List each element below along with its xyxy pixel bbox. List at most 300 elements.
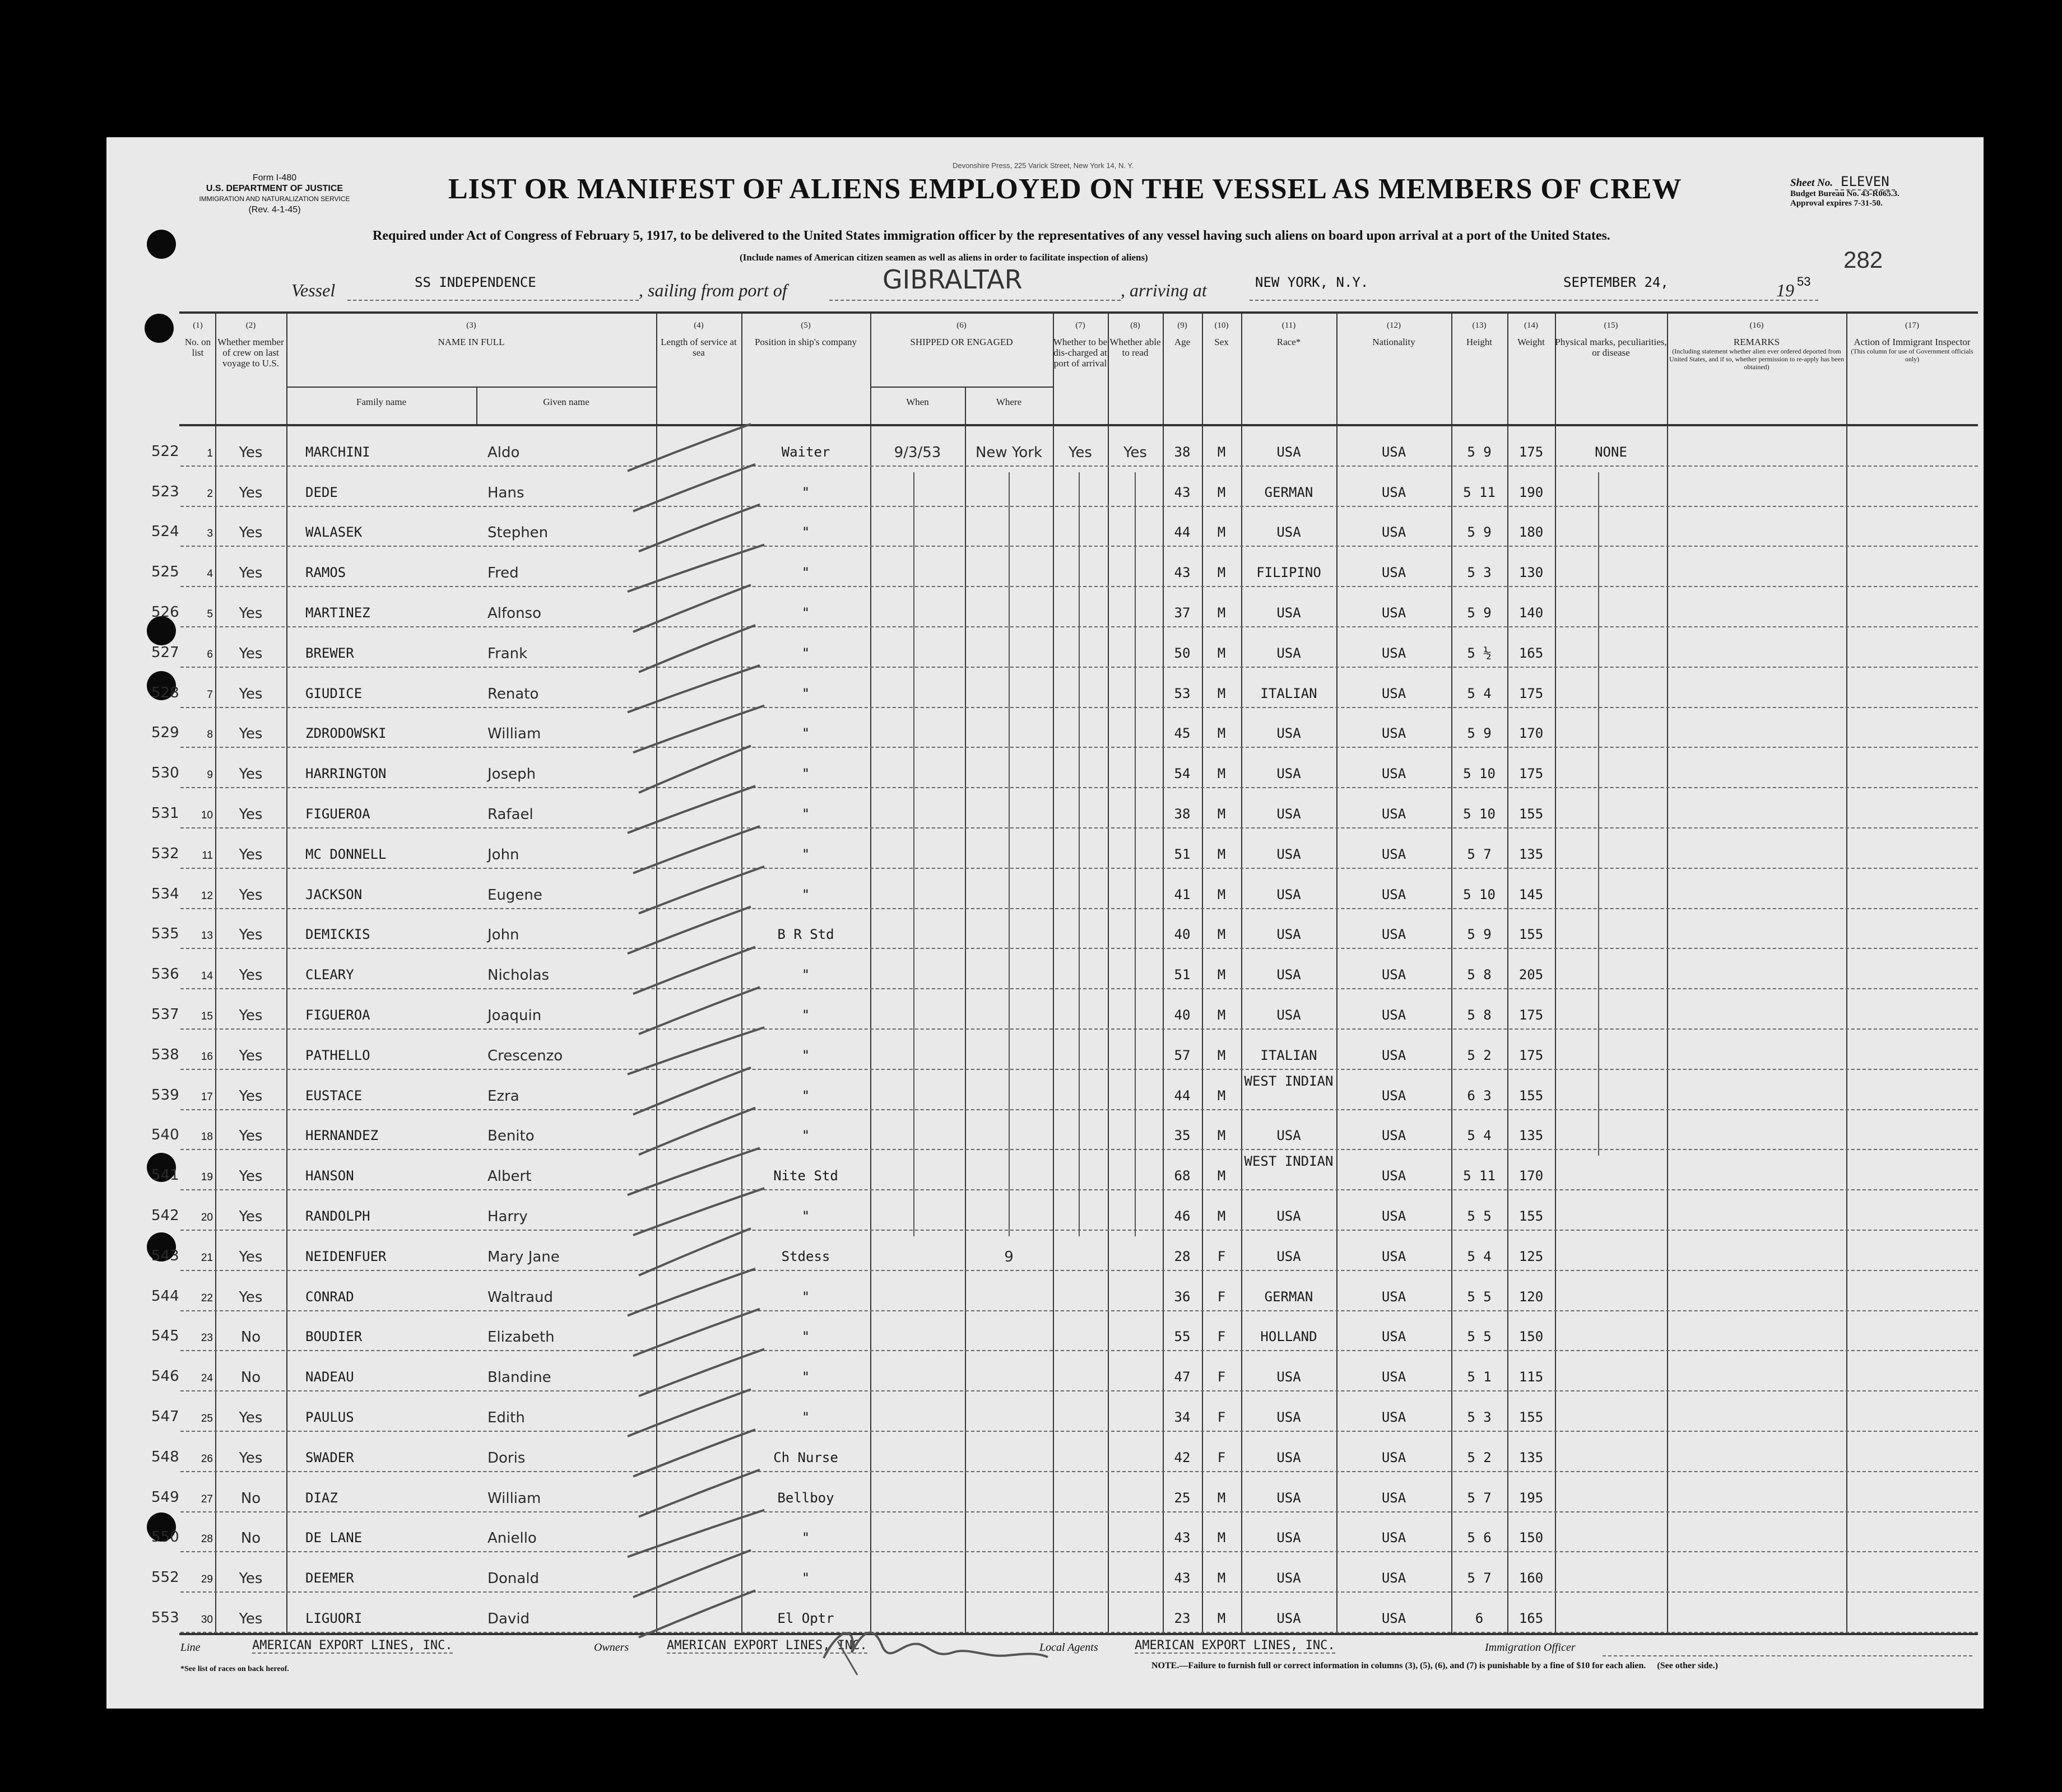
cell-given: Harry: [487, 1208, 528, 1225]
cell-family: GIUDICE: [305, 685, 363, 701]
cell-sex: M: [1217, 766, 1226, 782]
cell-race: HOLLAND: [1260, 1329, 1317, 1345]
header-c16-label: REMARKS: [1733, 337, 1780, 347]
sheet-block: [1790, 174, 1900, 208]
sailing-label: , sailing from port of: [639, 280, 787, 300]
cell-nat: USA: [1381, 1530, 1406, 1546]
cell-weight: 175: [1518, 1047, 1544, 1063]
header-c15-label: Physical marks, peculiarities, or disease: [1555, 337, 1667, 358]
cell-family: MARCHINI: [305, 444, 370, 460]
cell-height: 5 9: [1467, 725, 1492, 742]
cell-weight: 170: [1518, 725, 1544, 742]
cell-crew: Yes: [239, 725, 263, 743]
cell-height: 5 10: [1463, 766, 1496, 782]
cell-sex: M: [1217, 484, 1226, 500]
printer-line: Devonshire Press, 225 Varick Street, New York 14, N. Y.: [953, 161, 1134, 170]
header-given-name: Given name: [543, 397, 589, 407]
header-c3: [286, 320, 656, 347]
cell-weight: 205: [1518, 967, 1544, 983]
cell-race: GERMAN: [1264, 1288, 1313, 1305]
cell-sex: F: [1217, 1449, 1226, 1465]
cell-height: 5 7: [1467, 846, 1492, 862]
cell-position: ": [801, 524, 810, 541]
cell-nat: USA: [1381, 685, 1406, 701]
cell-crew: Yes: [239, 444, 263, 461]
department: U.S. DEPARTMENT OF JUSTICE: [206, 184, 343, 193]
cell-family: CONRAD: [305, 1288, 354, 1305]
cell-crew: Yes: [239, 524, 263, 542]
cell-sex: M: [1217, 524, 1226, 541]
cell-weight: 165: [1518, 645, 1544, 661]
line-number: 18: [201, 1131, 213, 1143]
header-c15: [1555, 320, 1667, 358]
table-row: [0, 507, 2062, 547]
arrival-port: NEW YORK, N.Y.: [1255, 274, 1369, 290]
cell-family: RANDOLPH: [305, 1208, 370, 1224]
header-c1-label: No. on list: [184, 337, 211, 358]
cell-weight: 135: [1518, 1128, 1544, 1144]
header-c14-number: (14): [1524, 321, 1538, 330]
cell-weight: 155: [1518, 1208, 1544, 1224]
cell-height: 5 9: [1467, 927, 1492, 943]
table-row: [0, 1552, 2062, 1593]
cell-height: 6 3: [1467, 1087, 1492, 1104]
cell-height: 5 4: [1467, 1128, 1492, 1144]
cell-sex: F: [1217, 1369, 1226, 1385]
cell-age: 34: [1174, 1409, 1191, 1425]
cell-age: 23: [1174, 1610, 1191, 1626]
header-c8-label: Whether able to read: [1109, 337, 1161, 358]
port-underline: [829, 300, 1121, 301]
line-number: 24: [201, 1372, 213, 1385]
cell-position: Waiter: [781, 444, 830, 460]
cell-crew: Yes: [239, 927, 263, 944]
list-stamp: 540: [151, 1127, 179, 1144]
cell-family: HERNANDEZ: [305, 1128, 379, 1144]
line-number: 4: [207, 568, 213, 580]
line-number: 5: [207, 608, 213, 620]
arrival-underline: [1250, 300, 1818, 301]
officer-underline: [1603, 1655, 1972, 1656]
cell-nat: USA: [1381, 1409, 1406, 1425]
cell-race: USA: [1276, 1530, 1301, 1546]
cell-height: 5 5: [1467, 1329, 1492, 1345]
cell-age: 55: [1174, 1329, 1191, 1345]
footer-officer-label: Immigration Officer: [1485, 1641, 1576, 1654]
cell-crew: Yes: [239, 886, 263, 904]
cell-family: BREWER: [305, 645, 354, 661]
cell-age: 51: [1174, 967, 1191, 983]
cell-race: USA: [1276, 886, 1301, 902]
table-row: [0, 1030, 2062, 1070]
line-number: 25: [201, 1412, 213, 1425]
cell-nat: USA: [1381, 1007, 1406, 1023]
cell-crew: Yes: [239, 1128, 263, 1145]
cell-nat: USA: [1381, 967, 1406, 983]
cell-age: 41: [1174, 886, 1191, 902]
cell-age: 37: [1174, 604, 1191, 621]
cell-family: DE LANE: [305, 1530, 363, 1546]
line-number: 17: [201, 1091, 213, 1103]
cell-race: WEST INDIAN: [1244, 1153, 1334, 1170]
cell-given: Eugene: [487, 886, 542, 904]
table-row: [0, 1512, 2062, 1553]
cell-nat: USA: [1381, 484, 1406, 500]
cell-position: ": [801, 806, 810, 822]
cell-position: ": [801, 1369, 810, 1385]
list-stamp: 552: [151, 1569, 179, 1586]
cell-height: 5 4: [1467, 685, 1492, 701]
cell-sex: M: [1217, 1047, 1226, 1063]
header-c8: [1108, 320, 1163, 358]
list-stamp: 539: [151, 1086, 179, 1104]
cell-given: David: [487, 1610, 530, 1627]
row-rule: [180, 1632, 1978, 1633]
header-c10-label: Sex: [1214, 337, 1229, 347]
cell-sex: F: [1217, 1288, 1226, 1305]
cell-family: DIAZ: [305, 1490, 338, 1506]
cell-crew: No: [240, 1329, 261, 1346]
cell-where: 9: [1004, 1248, 1014, 1265]
header-c6: [870, 320, 1053, 347]
line-number: 23: [201, 1332, 213, 1344]
cell-position: ": [801, 967, 810, 983]
cell-family: PAULUS: [305, 1409, 354, 1425]
cell-family: JACKSON: [305, 886, 363, 902]
line-number: 2: [207, 487, 213, 500]
name-subheader-rule: [286, 387, 656, 388]
page-number: 282: [1843, 246, 1883, 273]
cell-height: 5 5: [1467, 1288, 1492, 1305]
line-number: 6: [207, 648, 213, 660]
cell-crew: Yes: [239, 685, 263, 702]
cell-sex: M: [1217, 1128, 1226, 1144]
marks-ditto-line: [1598, 472, 1599, 1156]
cell-nat: USA: [1381, 1168, 1406, 1184]
header-c1: [180, 320, 215, 358]
cell-weight: 140: [1518, 604, 1544, 621]
year-suffix: 53: [1797, 274, 1811, 288]
header-c11-label: Race*: [1276, 337, 1301, 347]
cell-weight: 135: [1518, 1449, 1544, 1465]
cell-crew: Yes: [239, 1570, 263, 1588]
line-number: 7: [207, 688, 213, 701]
table-row: [0, 1150, 2062, 1190]
approval-date: Approval expires 7-31-50.: [1790, 199, 1883, 208]
line-number: 20: [201, 1211, 213, 1223]
header-c2-label: Whether member of crew on last voyage to U.S.: [217, 337, 284, 369]
cell-position: Nite Std: [773, 1168, 838, 1184]
cell-weight: 150: [1518, 1530, 1544, 1546]
cell-nat: USA: [1381, 846, 1406, 862]
cell-age: 53: [1174, 685, 1191, 701]
table-row: [0, 748, 2062, 788]
cell-position: ": [801, 1570, 810, 1586]
table-row: [0, 788, 2062, 828]
cell-age: 47: [1174, 1369, 1191, 1385]
table-row: [0, 1311, 2062, 1352]
cell-sex: M: [1217, 1530, 1226, 1546]
line-number: 10: [201, 809, 213, 821]
cell-height: 5 6: [1467, 1530, 1492, 1546]
line-number: 22: [201, 1292, 213, 1304]
cell-race: USA: [1276, 1007, 1301, 1023]
cell-given: Frank: [487, 645, 528, 662]
header-c7-number: (7): [1075, 321, 1085, 330]
cell-crew: Yes: [239, 1409, 263, 1426]
cell-marks: NONE: [1595, 444, 1627, 460]
line-number: 30: [201, 1613, 213, 1626]
cell-crew: Yes: [239, 766, 263, 783]
cell-read: Yes: [1123, 444, 1147, 461]
list-stamp: 538: [151, 1046, 179, 1063]
table-row: [0, 426, 2062, 467]
cell-race: ITALIAN: [1260, 1047, 1317, 1063]
cell-given: Stephen: [487, 524, 549, 542]
cell-nat: USA: [1381, 444, 1406, 460]
cell-nat: USA: [1381, 886, 1406, 902]
header-c17: [1846, 320, 1978, 363]
cell-height: 5 ½: [1467, 645, 1492, 661]
header-c12-number: (12): [1387, 321, 1401, 330]
cell-race: USA: [1276, 1248, 1301, 1264]
cell-age: 25: [1174, 1490, 1191, 1506]
cell-race: USA: [1276, 1610, 1301, 1626]
table-row: [0, 909, 2062, 949]
cell-crew: Yes: [239, 1168, 263, 1185]
header-c1-number: (1): [193, 321, 203, 330]
cell-race: USA: [1276, 444, 1301, 460]
cell-height: 5 5: [1467, 1208, 1492, 1224]
cell-sex: M: [1217, 685, 1226, 701]
line-number: 19: [201, 1171, 213, 1184]
cell-age: 43: [1174, 1570, 1191, 1586]
cell-position: ": [801, 484, 810, 500]
cell-position: ": [801, 725, 810, 742]
cell-age: 46: [1174, 1208, 1191, 1224]
cell-sex: M: [1217, 806, 1226, 822]
list-stamp: 537: [151, 1006, 179, 1023]
cell-position: ": [801, 846, 810, 862]
table-row: [0, 1070, 2062, 1110]
punch-hole: [147, 230, 176, 259]
cell-height: 5 9: [1467, 444, 1492, 460]
cell-given: Doris: [487, 1449, 526, 1467]
cell-weight: 175: [1518, 444, 1544, 460]
cell-position: ": [801, 1047, 810, 1063]
cell-family: MC DONNELL: [305, 846, 387, 862]
cell-sex: M: [1217, 927, 1226, 943]
header-c13-label: Height: [1466, 337, 1493, 347]
shipped-subheader-rule: [870, 387, 1053, 388]
footer-line: AMERICAN EXPORT LINES, INC.: [252, 1639, 453, 1653]
header-c16-note: (Including statement whether alien ever ordered deported from United States, and if so, whether permission to re-apply has been obtained): [1669, 347, 1844, 371]
cell-family: DEEMER: [305, 1570, 354, 1586]
header-c16-number: (16): [1749, 321, 1764, 330]
cell-family: HANSON: [305, 1168, 354, 1184]
cell-family: PATHELLO: [305, 1047, 370, 1063]
cell-family: WALASEK: [305, 524, 363, 541]
header-c11: [1241, 320, 1336, 347]
cell-nat: USA: [1381, 1570, 1406, 1586]
service: IMMIGRATION AND NATURALIZATION SERVICE: [199, 195, 350, 203]
cell-family: CLEARY: [305, 967, 354, 983]
cell-sex: M: [1217, 1208, 1226, 1224]
cell-race: USA: [1276, 1449, 1301, 1465]
cell-position: ": [801, 886, 810, 902]
cell-weight: 190: [1518, 484, 1544, 500]
line-number: 3: [207, 528, 213, 540]
cell-height: 6: [1475, 1610, 1484, 1626]
cell-crew: Yes: [239, 1047, 263, 1064]
cell-family: LIGUORI: [305, 1610, 363, 1626]
cell-family: NEIDENFUER: [305, 1248, 387, 1264]
cell-sex: M: [1217, 1570, 1226, 1586]
line-number: 15: [201, 1010, 213, 1022]
cell-nat: USA: [1381, 604, 1406, 621]
cell-given: Aniello: [487, 1530, 537, 1547]
line-number: 1: [207, 447, 213, 459]
cell-sex: M: [1217, 444, 1226, 460]
cell-given: Aldo: [487, 444, 520, 461]
cell-given: Joseph: [487, 766, 536, 783]
cell-nat: USA: [1381, 645, 1406, 661]
cell-crew: Yes: [239, 1087, 263, 1105]
line-number: 21: [201, 1251, 213, 1264]
list-stamp: 544: [151, 1287, 179, 1305]
cell-crew: Yes: [239, 484, 263, 501]
cell-nat: USA: [1381, 1047, 1406, 1063]
table-top-rule: [179, 311, 1978, 314]
cell-family: ZDRODOWSKI: [305, 725, 387, 742]
list-stamp: 548: [151, 1448, 179, 1465]
cell-crew: Yes: [239, 645, 263, 662]
cell-crew: No: [240, 1369, 261, 1386]
year-prefix: 19: [1776, 280, 1794, 300]
header-c9-label: Age: [1174, 337, 1191, 347]
cell-nat: USA: [1381, 1288, 1406, 1305]
header-c12: [1336, 320, 1451, 347]
cell-given: Crescenzo: [487, 1047, 563, 1064]
line-number: 27: [201, 1493, 213, 1505]
cell-weight: 180: [1518, 524, 1544, 541]
cell-nat: USA: [1381, 1329, 1406, 1345]
ditto-line: [913, 472, 914, 1236]
cell-position: ": [801, 1007, 810, 1023]
cell-position: ": [801, 1208, 810, 1224]
list-stamp: 547: [151, 1408, 179, 1425]
cell-age: 68: [1174, 1168, 1191, 1184]
table-bottom-rule: [179, 1633, 1978, 1635]
header-c9-number: (9): [1177, 321, 1187, 330]
cell-given: Renato: [487, 685, 539, 702]
cell-nat: USA: [1381, 524, 1406, 541]
cell-crew: No: [240, 1490, 261, 1507]
form-id-block: [174, 173, 375, 215]
cell-position: ": [801, 685, 810, 701]
cell-crew: Yes: [239, 1449, 263, 1467]
footer-line-label: Line: [180, 1641, 201, 1654]
cell-race: USA: [1276, 1128, 1301, 1144]
cell-sex: M: [1217, 1610, 1226, 1626]
list-stamp: 543: [151, 1247, 179, 1264]
form-number: Form I-480: [252, 173, 297, 183]
cell-sex: M: [1217, 846, 1226, 862]
line-number: 11: [202, 849, 213, 862]
cell-race: USA: [1276, 927, 1301, 943]
cell-age: 44: [1174, 524, 1191, 541]
cell-position: ": [801, 1409, 810, 1425]
table-row: [0, 989, 2062, 1030]
table-row: [0, 828, 2062, 869]
cell-nat: USA: [1381, 766, 1406, 782]
cell-race: FILIPINO: [1256, 565, 1321, 581]
cell-weight: 155: [1518, 1087, 1544, 1104]
cell-height: 5 11: [1463, 1168, 1496, 1184]
cell-weight: 165: [1518, 1610, 1544, 1626]
cell-sex: M: [1217, 604, 1226, 621]
table-row: [0, 1472, 2062, 1512]
header-c17-label: Action of Immigrant Inspector: [1854, 337, 1971, 347]
cell-crew: Yes: [239, 1208, 263, 1225]
cell-sex: M: [1217, 725, 1226, 742]
header-c9: [1163, 320, 1202, 347]
list-stamp: 550: [151, 1529, 179, 1546]
cell-height: 5 10: [1463, 886, 1496, 902]
line-number: 28: [201, 1533, 213, 1546]
list-stamp: 546: [151, 1368, 179, 1385]
cell-given: William: [487, 1490, 541, 1507]
table-row: [0, 1351, 2062, 1391]
cell-weight: 145: [1518, 886, 1544, 902]
cell-sex: M: [1217, 967, 1226, 983]
cell-age: 38: [1174, 444, 1191, 460]
cell-given: Ezra: [487, 1087, 519, 1105]
list-stamp: 522: [151, 443, 179, 460]
list-stamp: 529: [151, 724, 179, 742]
header-c6-number: (6): [956, 321, 967, 330]
cell-race: USA: [1276, 967, 1301, 983]
cell-given: Joaquin: [487, 1007, 542, 1024]
cell-given: Mary Jane: [487, 1248, 560, 1265]
act-note: (Include names of American citizen seamen as well as aliens in order to facilitate inspection of aliens): [740, 252, 1148, 263]
cell-sex: M: [1217, 886, 1226, 902]
cell-weight: 175: [1518, 1007, 1544, 1023]
list-stamp: 541: [151, 1167, 179, 1184]
line-number: 8: [207, 729, 213, 741]
cell-nat: USA: [1381, 1208, 1406, 1224]
vessel-name: SS INDEPENDENCE: [415, 274, 536, 290]
header-c4-number: (4): [694, 321, 704, 330]
cell-race: USA: [1276, 725, 1301, 742]
cell-given: Edith: [487, 1409, 525, 1426]
cell-given: Rafael: [487, 806, 533, 823]
cell-age: 45: [1174, 725, 1191, 742]
header-when: When: [906, 397, 929, 407]
cell-age: 36: [1174, 1288, 1191, 1305]
cell-crew: Yes: [239, 565, 263, 582]
header-c3-number: (3): [466, 321, 476, 330]
cell-sex: M: [1217, 1007, 1226, 1023]
header-c3-label: NAME IN FULL: [438, 337, 505, 347]
cell-height: 5 7: [1467, 1490, 1492, 1506]
table-row: [0, 1190, 2062, 1231]
cell-family: FIGUEROA: [305, 1007, 370, 1023]
table-row: [0, 708, 2062, 748]
cell-nat: USA: [1381, 806, 1406, 822]
cell-nat: USA: [1381, 1369, 1406, 1385]
cell-height: 5 7: [1467, 1570, 1492, 1586]
